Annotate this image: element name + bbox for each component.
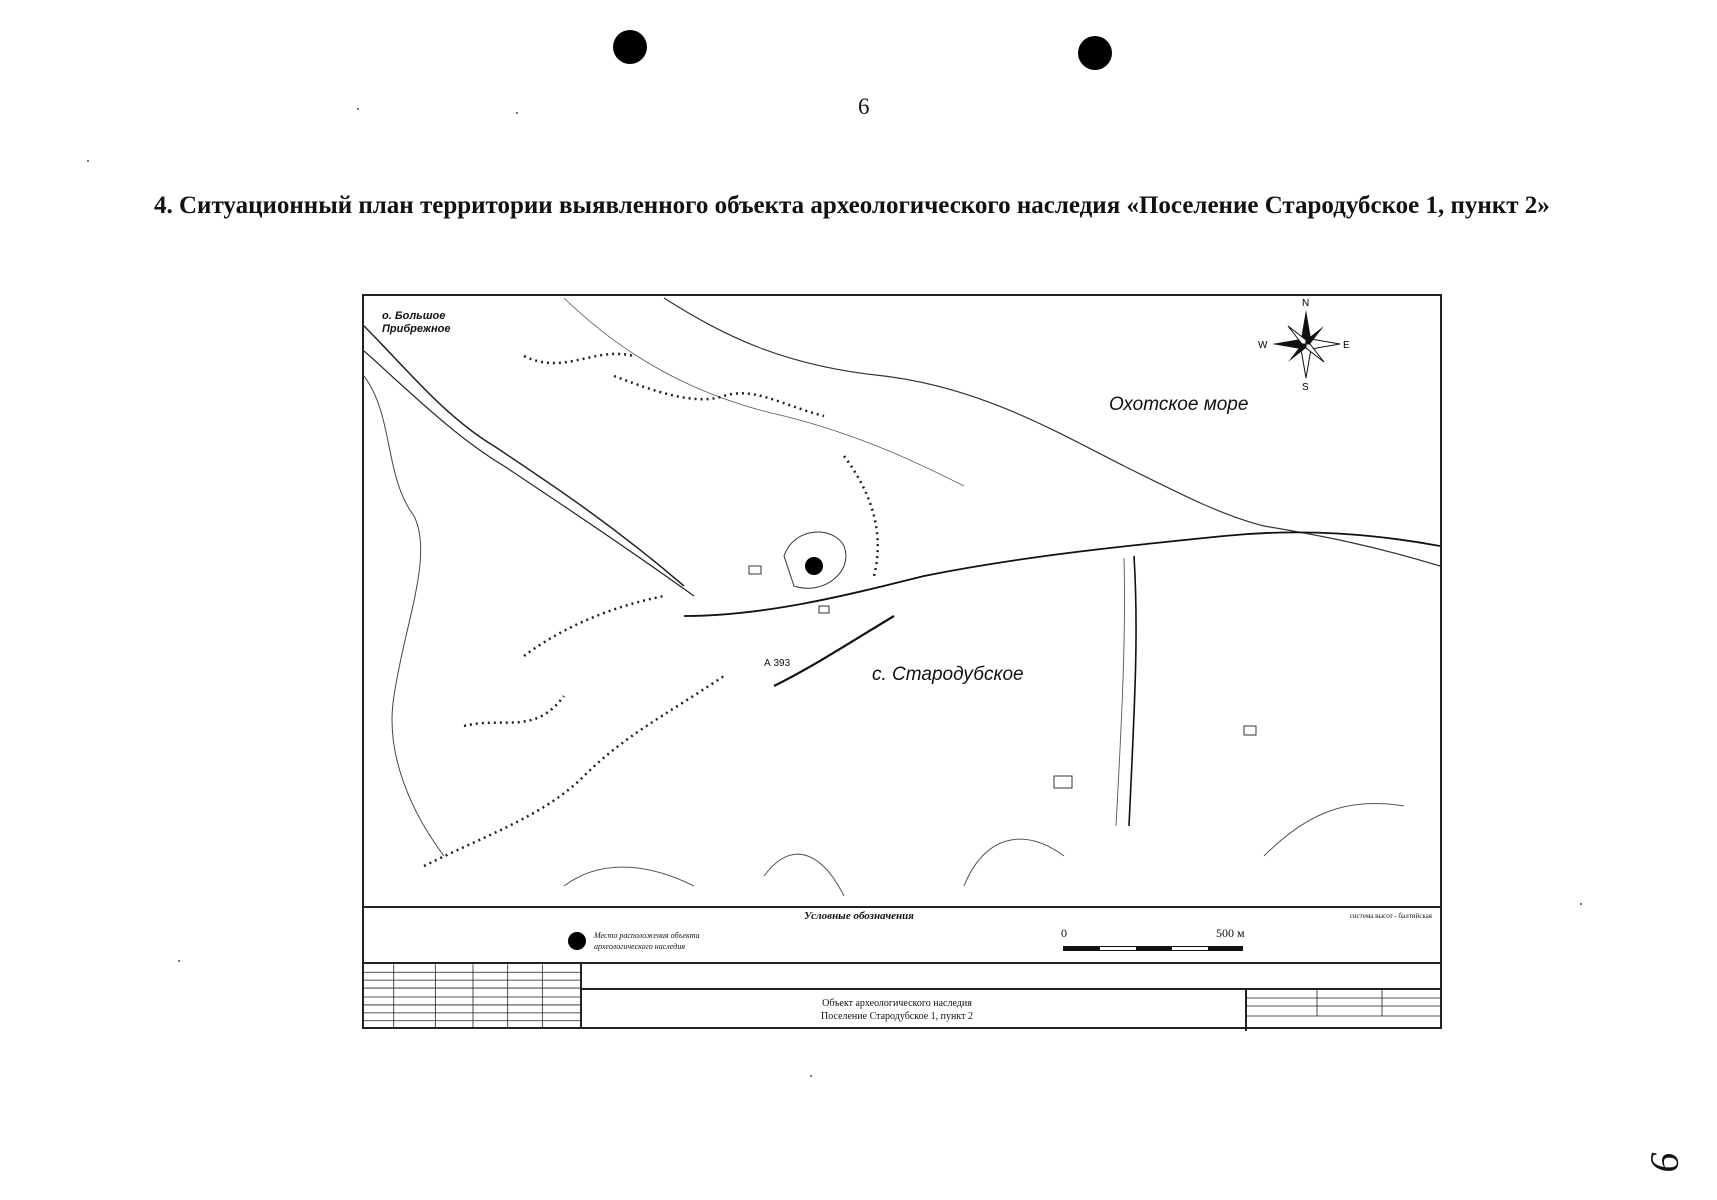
elevation-system-note: система высот - балтийская <box>1349 912 1432 920</box>
scan-speck <box>357 108 359 110</box>
title-block-main <box>582 988 1440 1029</box>
contour <box>1264 803 1404 856</box>
compass-rose <box>1258 298 1350 393</box>
scale-bar-graphic <box>1063 946 1243 951</box>
scale-end-label: 500 м <box>1216 926 1245 940</box>
compass-s: S <box>1302 382 1309 393</box>
title-block-grid <box>364 964 582 1029</box>
scan-speck <box>87 160 89 162</box>
road-south <box>1129 556 1136 826</box>
coastline-inner <box>564 298 964 486</box>
coastline <box>664 298 1440 566</box>
dotted-trail <box>464 696 564 726</box>
legend-site-marker <box>568 932 586 950</box>
river-channel <box>364 351 694 596</box>
map-drawing <box>364 296 1440 906</box>
title-block <box>364 964 1440 1029</box>
building <box>1244 726 1256 735</box>
building <box>749 566 761 574</box>
page-heading: 4. Ситуационный план территории выявленного объекта археологического наследия «Поселение Стародубское 1, пункт 2» <box>154 192 1550 219</box>
dotted-trail <box>524 596 664 656</box>
scan-speck <box>1580 903 1582 905</box>
legend-panel <box>364 906 1440 964</box>
road-number-label: А 393 <box>764 658 791 669</box>
site-marker <box>805 557 823 575</box>
punch-hole-right <box>1078 36 1112 70</box>
scale-start-label: 0 <box>1061 926 1067 940</box>
dotted-trail <box>524 354 634 363</box>
scan-speck <box>178 960 180 962</box>
compass-n: N <box>1302 298 1310 309</box>
title-block-line-2: Поселение Стародубское 1, пункт 2 <box>821 1011 973 1022</box>
village-label: с. Стародубское <box>872 664 1024 685</box>
scan-speck <box>516 112 518 114</box>
title-block-right-grid <box>1247 990 1440 1029</box>
dotted-trail <box>424 676 724 866</box>
road-main <box>684 532 1440 616</box>
dotted-trail <box>844 456 878 576</box>
scale-bar <box>1061 926 1261 956</box>
legend-site-text: Место расположения объекта археологического наследия <box>594 931 700 951</box>
title-block-object <box>582 997 1212 1023</box>
scan-speck <box>810 1075 812 1077</box>
compass-e: E <box>1343 340 1350 351</box>
contour <box>964 839 1064 886</box>
handwritten-page-mark: 9 <box>1642 1151 1688 1172</box>
building <box>819 606 829 613</box>
sea-label: Охотское море <box>1109 394 1249 415</box>
dotted-trail <box>614 376 824 416</box>
situation-plan <box>362 294 1442 1029</box>
punch-hole-left <box>613 30 647 64</box>
legend-title: Условные обозначения <box>804 910 914 922</box>
island-label: о. Большое Прибрежное <box>382 310 451 335</box>
contour <box>764 854 844 896</box>
contour <box>564 867 694 886</box>
page-number: 6 <box>858 94 870 119</box>
river-bank <box>364 376 444 856</box>
river-channel <box>364 326 684 586</box>
title-block-right <box>1245 990 1440 1031</box>
road-edge <box>1116 558 1125 826</box>
title-block-line-1: Объект археологического наследия <box>822 998 972 1009</box>
building <box>1054 776 1072 788</box>
compass-w: W <box>1258 340 1268 351</box>
